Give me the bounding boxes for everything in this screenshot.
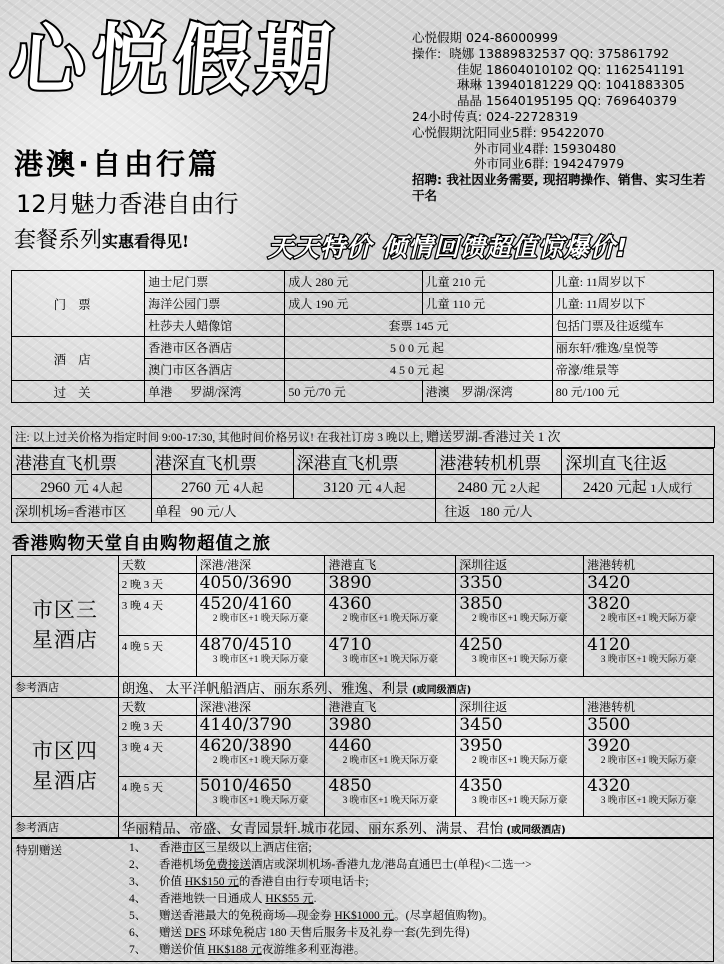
- hotel-remark: 丽东轩/雅逸/皇悦等: [552, 337, 713, 359]
- series-note: 实惠看得见!: [102, 232, 190, 251]
- note-highlight: 赠送罗湖-香港过关 1 次: [426, 429, 561, 444]
- price-cell: 4120 3 晚市区+1 晚天际万豪: [584, 636, 714, 677]
- price-cell: 4620/3890 2 晚市区+1 晚天际万豪: [196, 737, 325, 777]
- gifts-box: [11, 838, 714, 962]
- flight-table: [11, 448, 714, 523]
- flight-price: 2480 元 2人起: [436, 475, 562, 499]
- ref-hotels: 朗逸、 太平洋帆船酒店、丽东系列、雅逸、利景 (或同级酒店): [118, 677, 713, 698]
- category-tickets: 门票: [12, 271, 145, 337]
- price-cell: 5010/4650 3 晚市区+1 晚天际万豪: [196, 777, 325, 817]
- ticket-item: 迪士尼门票: [145, 271, 285, 293]
- price-cell: 3820 2 晚市区+1 晚天际万豪: [584, 595, 714, 636]
- ref-hotels: 华丽精品、帝盛、女青园景轩.城市花园、丽东系列、满景、君怡 (或同级酒店): [118, 817, 713, 838]
- recruit: 招聘: 我社因业务需要, 现招聘操作、销售、实习生若干名: [412, 172, 706, 203]
- hotel-price: 500元起: [285, 337, 552, 359]
- subtitle: 港澳·自由行篇: [14, 147, 221, 181]
- price: 3500: [584, 716, 714, 737]
- shopping-title: 香港购物天堂自由购物超值之旅: [12, 534, 271, 554]
- ref-hotels-label: 参考酒店: [12, 817, 119, 838]
- gift-item: 1、 香港市区三星级以上酒店住宿;: [129, 842, 312, 854]
- gift-item: 6、 赠送 DFS 环球免税店 180 天售后服务卡及礼券一套(先到先得): [129, 927, 470, 939]
- ticket-remark: 包括门票及往返缆车: [552, 315, 713, 337]
- col-header: 天数: [118, 556, 196, 574]
- flight-header: 深港直飞机票: [293, 449, 436, 475]
- tagline: 12月魅力香港自由行: [16, 190, 239, 218]
- hotel-remark: 帝濠/维景等: [552, 359, 713, 381]
- price-cell: 4870/4510 3 晚市区+1 晚天际万豪: [196, 636, 325, 677]
- price: 3350: [456, 574, 584, 595]
- brand-title: 心悦假期: [6, 15, 342, 104]
- three-star-label: 市区三 星酒店: [12, 574, 119, 677]
- border-note: 注: 以上过关价格为指定时间 9:00-17:30, 其他时间价格另议! 在我社订房 3 晚以上, 赠送罗湖-香港过关 1 次: [11, 426, 715, 448]
- tickets-hotels-table: [11, 270, 714, 403]
- hotel-item: 澳门市区各酒店: [145, 359, 285, 381]
- ticket-adult: 成人 280 元: [285, 271, 422, 293]
- col-header: 港港直飞: [325, 556, 456, 574]
- price-cell: 4710 3 晚市区+1 晚天际万豪: [325, 636, 456, 677]
- ticket-child: 儿童 210 元: [422, 271, 552, 293]
- price-cell: 4850 3 晚市区+1 晚天际万豪: [325, 777, 456, 817]
- price-cell: 4250 3 晚市区+1 晚天际万豪: [456, 636, 584, 677]
- ticket-child: 儿童 110 元: [422, 293, 552, 315]
- border-single: 单港 罗湖/深湾: [145, 381, 285, 403]
- days: 2 晚 3 天: [118, 574, 196, 595]
- group-3: 外市同业6群: 194247979: [474, 156, 625, 172]
- ref-hotels-label: 参考酒店: [12, 677, 119, 698]
- series-heading: [14, 223, 189, 254]
- gift-item: 4、 香港地铁一日通成人 HK$55 元.: [129, 893, 317, 905]
- flight-price: 2760 元 4人起: [151, 475, 293, 499]
- hotline: 心悦假期 024-86000999: [412, 30, 558, 45]
- price-cell: 4320 3 晚市区+1 晚天际万豪: [584, 777, 714, 817]
- price-cell: 3850 2 晚市区+1 晚天际万豪: [456, 595, 584, 636]
- price-cell: 4360 2 晚市区+1 晚天际万豪: [325, 595, 456, 636]
- col-header: 港港转机: [584, 556, 714, 574]
- group-2: 外市同业4群: 15930480: [474, 140, 617, 156]
- price: 3890: [325, 574, 456, 595]
- flight-header: 港深直飞机票: [151, 449, 293, 475]
- gifts-label: 特别赠送: [16, 845, 62, 857]
- operator-row: 晶晶 15640195195 QQ: 769640379: [457, 93, 677, 109]
- operator-row: 操作: 晓娜 13889832537 QQ: 375861792: [412, 45, 670, 61]
- price: 4140/3790: [196, 716, 325, 737]
- hotel-item: 香港市区各酒店: [145, 337, 285, 359]
- days: 3 晚 4 天: [118, 595, 196, 636]
- group-1: 心悦假期沈阳同业5群: 95422070: [412, 124, 605, 140]
- contact-block: [412, 30, 724, 204]
- ticket-item: 杜莎夫人蜡像馆: [145, 315, 285, 337]
- price-cell: 4350 3 晚市区+1 晚天际万豪: [456, 777, 584, 817]
- hotel-price: 450元起: [285, 359, 552, 381]
- days: 2 晚 3 天: [118, 716, 196, 737]
- transfer-round: 往返 180 元/人: [436, 499, 714, 523]
- transfer-oneway: 单程 90 元/人: [151, 499, 436, 523]
- price: 3420: [584, 574, 714, 595]
- flight-price: 2960 元 4人起: [12, 475, 152, 499]
- ticket-remark: 儿童: 11周岁以下: [552, 271, 713, 293]
- border-dual-price: 80 元/100 元: [552, 381, 713, 403]
- border-single-price: 50 元/70 元: [285, 381, 422, 403]
- days: 4 晚 5 天: [118, 636, 196, 677]
- price: 3450: [456, 716, 584, 737]
- package-table: [11, 555, 714, 838]
- promo-banner: 天天特价 倾情回馈超值惊爆价!: [268, 233, 629, 262]
- gift-item: 3、 价值 HK$150 元的香港自由行专项电话卡;: [129, 876, 369, 888]
- price-cell: 4520/4160 2 晚市区+1 晚天际万豪: [196, 595, 325, 636]
- col-header: 天数: [118, 698, 196, 716]
- flight-price: 2420 元起 1人成行: [562, 475, 714, 499]
- category-border: 过关: [12, 381, 145, 403]
- ticket-item: 海洋公园门票: [145, 293, 285, 315]
- days: 4 晚 5 天: [118, 777, 196, 817]
- ticket-price: 套票 145 元: [285, 315, 552, 337]
- fax: 24小时传真: 024-22728319: [412, 108, 579, 124]
- col-header: 深圳往返: [456, 698, 584, 716]
- flight-header: 港港直飞机票: [12, 449, 152, 475]
- operator-row: 琳琳 13940181229 QQ: 1041883305: [457, 77, 685, 93]
- col-header: 港港直飞: [325, 698, 456, 716]
- series-label: 套餐系列: [14, 228, 103, 253]
- price-cell: 3950 2 晚市区+1 晚天际万豪: [456, 737, 584, 777]
- ticket-remark: 儿童: 11周岁以下: [552, 293, 713, 315]
- price: 3980: [325, 716, 456, 737]
- operator-row: 佳妮 18604010102 QQ: 1162541191: [457, 61, 685, 77]
- gifts-list: [129, 840, 532, 959]
- gift-item: 2、 香港机场免费接送酒店或深圳机场-香港九龙/港岛直通巴士(单程)<二选一>: [129, 859, 532, 871]
- days: 3 晚 4 天: [118, 737, 196, 777]
- gift-item: 5、 赠送香港最大的免税商场—现金券 HK$1000 元。(尽享超值购物)。: [129, 910, 494, 922]
- price-cell: 3920 2 晚市区+1 晚天际万豪: [584, 737, 714, 777]
- col-header: 深港\港深: [196, 698, 325, 716]
- flight-price: 3120 元 4人起: [293, 475, 436, 499]
- ticket-adult: 成人 190 元: [285, 293, 422, 315]
- gift-item: 7、 赠送价值 HK$188 元夜游维多利亚海港。: [129, 944, 366, 956]
- price: 4050/3690: [196, 574, 325, 595]
- border-dual: 港澳 罗湖/深湾: [422, 381, 552, 403]
- category-hotels: 酒店: [12, 337, 145, 381]
- col-header: 港港转机: [584, 698, 714, 716]
- col-header: 深圳往返: [456, 556, 584, 574]
- transfer-label: 深圳机场=香港市区: [12, 499, 152, 523]
- four-star-label: 市区四 星酒店: [12, 716, 119, 817]
- flight-header: 深圳直飞往返: [562, 449, 714, 475]
- price-cell: 4460 2 晚市区+1 晚天际万豪: [325, 737, 456, 777]
- flight-header: 港港转机机票: [436, 449, 562, 475]
- col-header: 深港/港深: [196, 556, 325, 574]
